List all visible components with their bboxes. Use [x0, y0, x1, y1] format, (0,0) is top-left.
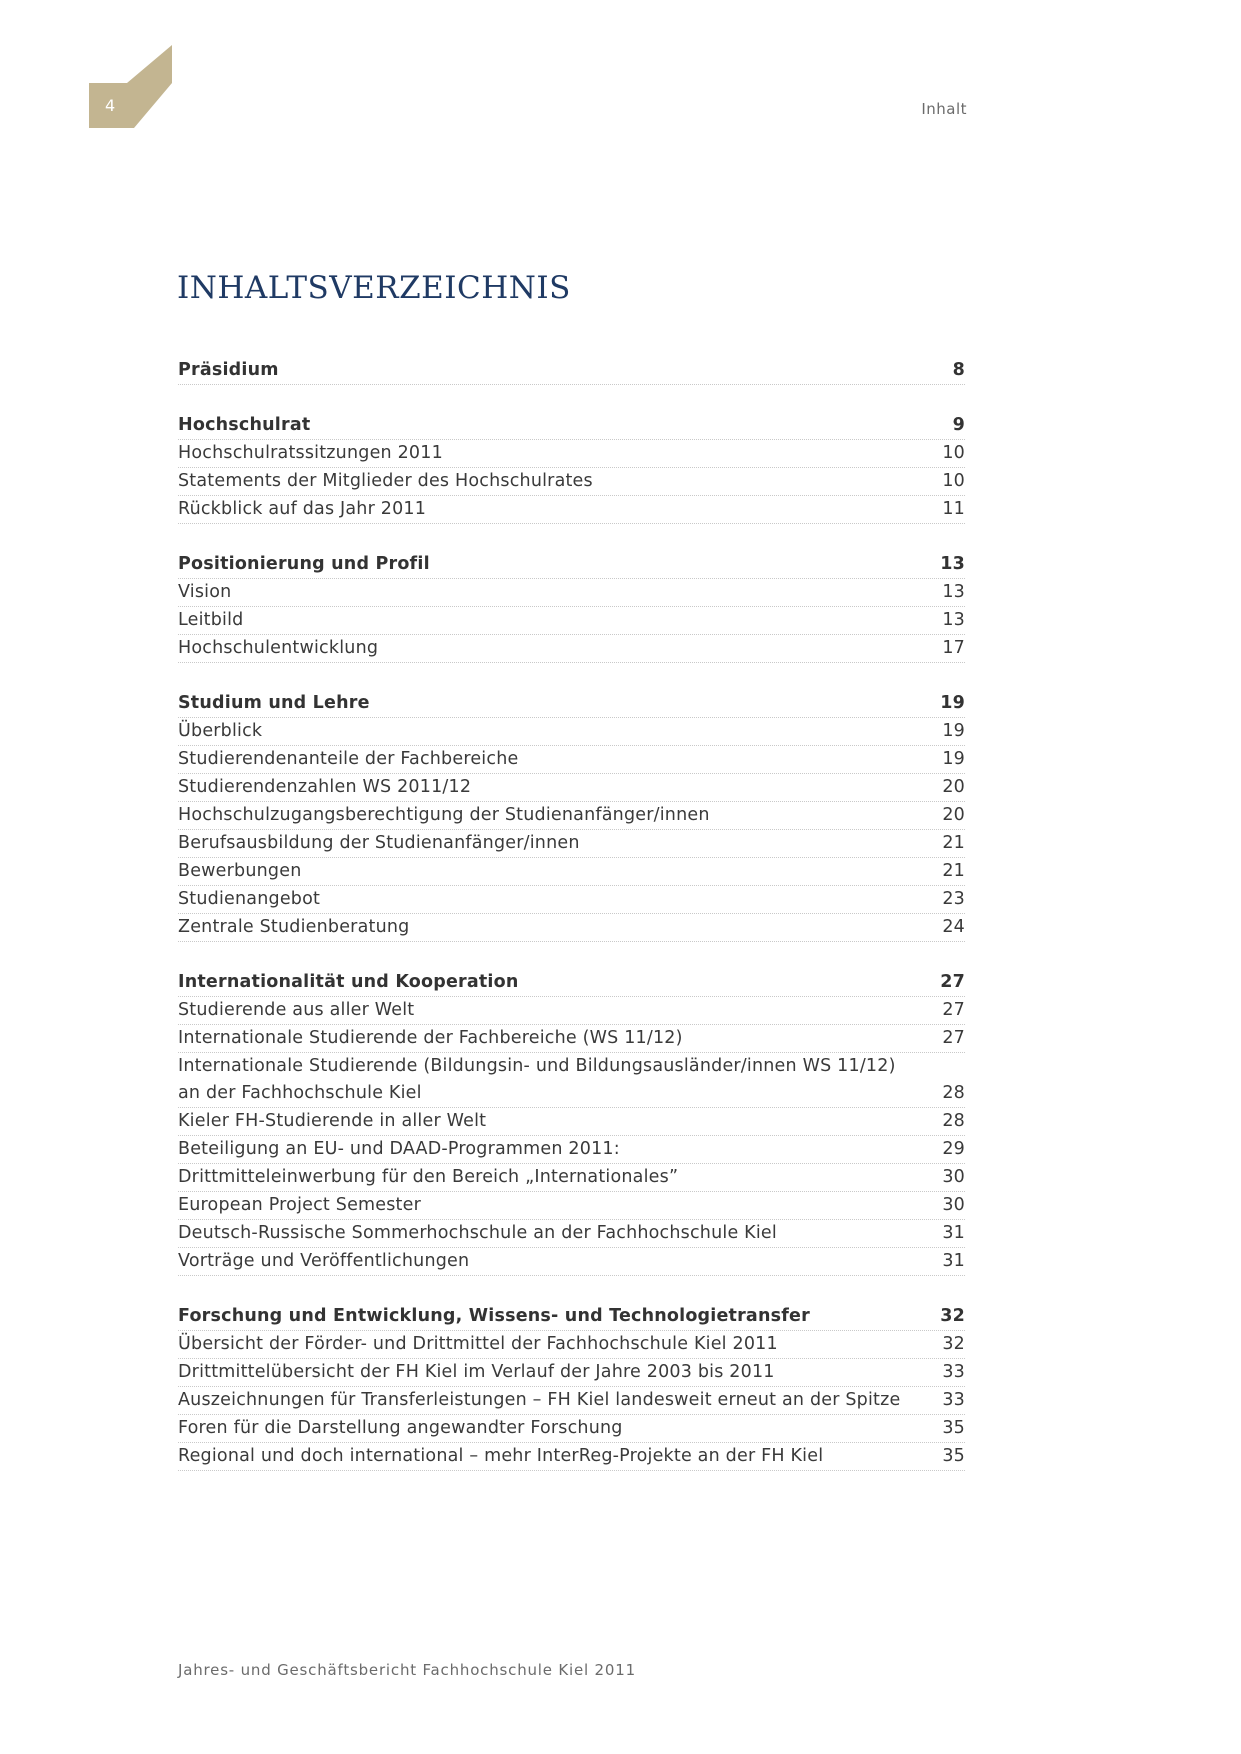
- page-number: 4: [105, 96, 116, 115]
- toc-entry[interactable]: [178, 886, 965, 914]
- toc-entry-label: Vorträge und Veröffentlichungen: [178, 1251, 470, 1271]
- toc-entry-page: 19: [942, 749, 965, 769]
- toc-entry-page: 35: [942, 1418, 965, 1438]
- toc-entry[interactable]: [178, 1443, 965, 1471]
- toc-heading[interactable]: [178, 690, 965, 718]
- toc-entry[interactable]: [178, 830, 965, 858]
- toc-section: [178, 412, 965, 524]
- toc-entry-label: Auszeichnungen für Transferleistungen – FH Kiel landesweit erneut an der Spitze: [178, 1390, 901, 1410]
- toc-heading[interactable]: [178, 1303, 965, 1331]
- toc-entry-label: Deutsch-Russische Sommerhochschule an der Fachhochschule Kiel: [178, 1223, 777, 1243]
- toc-entry[interactable]: [178, 468, 965, 496]
- toc-entry-label: Hochschulratssitzungen 2011: [178, 443, 443, 463]
- toc-entry-label: Drittmitteleinwerbung für den Bereich „Internationales”: [178, 1167, 679, 1187]
- toc-entry-page: 10: [942, 471, 965, 491]
- toc-entry[interactable]: [178, 1080, 965, 1108]
- toc-heading-page: 19: [940, 693, 965, 713]
- toc-heading[interactable]: [178, 969, 965, 997]
- toc-entry[interactable]: [178, 1415, 965, 1443]
- section-label: Inhalt: [921, 100, 967, 118]
- toc-entry[interactable]: [178, 914, 965, 942]
- toc-entry-label: Foren für die Darstellung angewandter Forschung: [178, 1418, 623, 1438]
- toc-entry-label: Vision: [178, 582, 232, 602]
- toc-entry[interactable]: [178, 802, 965, 830]
- toc-entry[interactable]: [178, 440, 965, 468]
- toc-section: [178, 551, 965, 663]
- page-number-tab: [89, 45, 172, 128]
- toc-entry-page: 27: [942, 1000, 965, 1020]
- toc-heading-label: Hochschulrat: [178, 415, 311, 435]
- toc-section: [178, 357, 965, 385]
- toc-entry-label: Überblick: [178, 721, 263, 741]
- toc-entry[interactable]: [178, 1192, 965, 1220]
- toc-entry[interactable]: [178, 858, 965, 886]
- toc-entry[interactable]: [178, 1359, 965, 1387]
- toc-entry[interactable]: [178, 1220, 965, 1248]
- toc-entry[interactable]: [178, 746, 965, 774]
- toc-entry-label: Studierende aus aller Welt: [178, 1000, 415, 1020]
- toc-entry-page: 19: [942, 721, 965, 741]
- toc-heading-label: Studium und Lehre: [178, 693, 370, 713]
- toc-entry-page: 10: [942, 443, 965, 463]
- toc-heading-page: 32: [940, 1306, 965, 1326]
- toc-entry[interactable]: [178, 579, 965, 607]
- toc-entry-page: 30: [942, 1195, 965, 1215]
- toc-entry-label: Hochschulentwicklung: [178, 638, 379, 658]
- toc-heading-page: 8: [952, 360, 965, 380]
- toc-entry-label: Leitbild: [178, 610, 244, 630]
- toc-entry-label: Zentrale Studienberatung: [178, 917, 410, 937]
- toc-section: [178, 690, 965, 942]
- toc-entry-page: 17: [942, 638, 965, 658]
- toc-heading[interactable]: [178, 551, 965, 579]
- toc-entry-label: Bewerbungen: [178, 861, 302, 881]
- toc-entry-page: 11: [942, 499, 965, 519]
- toc-entry-page: 31: [942, 1223, 965, 1243]
- toc-entry-page: 32: [942, 1334, 965, 1354]
- toc-entry-page: 13: [942, 582, 965, 602]
- toc-heading-page: 27: [940, 972, 965, 992]
- toc-entry-label: Internationale Studierende (Bildungsin- und Bildungsausländer/innen WS 11/12): [178, 1056, 896, 1076]
- toc-heading-label: Präsidium: [178, 360, 279, 380]
- toc-entry[interactable]: [178, 1248, 965, 1276]
- toc-heading-label: Forschung und Entwicklung, Wissens- und Technologietransfer: [178, 1306, 810, 1326]
- toc-entry[interactable]: [178, 1136, 965, 1164]
- toc-entry-page: 13: [942, 610, 965, 630]
- page-title: INHALTSVERZEICHNIS: [177, 270, 571, 306]
- toc-entry[interactable]: [178, 607, 965, 635]
- toc-entry-page: 24: [942, 917, 965, 937]
- toc-heading-label: Internationalität und Kooperation: [178, 972, 519, 992]
- toc-section: [178, 969, 965, 1276]
- toc-heading-page: 13: [940, 554, 965, 574]
- toc-entry[interactable]: [178, 997, 965, 1025]
- toc-entry-label: Statements der Mitglieder des Hochschulrates: [178, 471, 593, 491]
- toc-entry[interactable]: [178, 1331, 965, 1359]
- toc-entry[interactable]: [178, 1025, 965, 1053]
- toc-entry-label: Rückblick auf das Jahr 2011: [178, 499, 427, 519]
- toc-entry-label: Studierendenzahlen WS 2011/12: [178, 777, 472, 797]
- toc-entry-page: 20: [942, 777, 965, 797]
- toc-entry-page: 28: [942, 1083, 965, 1103]
- toc-entry-label: Hochschulzugangsberechtigung der Studienanfänger/innen: [178, 805, 710, 825]
- toc-entry-label: Internationale Studierende der Fachbereiche (WS 11/12): [178, 1028, 683, 1048]
- table-of-contents: [178, 357, 965, 1498]
- toc-heading[interactable]: [178, 357, 965, 385]
- toc-entry[interactable]: [178, 1108, 965, 1136]
- toc-section: [178, 1303, 965, 1471]
- toc-entry[interactable]: [178, 1053, 965, 1080]
- toc-entry-page: 33: [942, 1390, 965, 1410]
- toc-entry-page: 28: [942, 1111, 965, 1131]
- footer-text: Jahres- und Geschäftsbericht Fachhochschule Kiel 2011: [178, 1661, 636, 1679]
- toc-entry-page: 23: [942, 889, 965, 909]
- toc-entry-label: Berufsausbildung der Studienanfänger/innen: [178, 833, 580, 853]
- toc-entry-page: 20: [942, 805, 965, 825]
- toc-entry-label: an der Fachhochschule Kiel: [178, 1083, 422, 1103]
- toc-entry-page: 35: [942, 1446, 965, 1466]
- toc-entry-page: 33: [942, 1362, 965, 1382]
- toc-entry-label: Drittmittelübersicht der FH Kiel im Verlauf der Jahre 2003 bis 2011: [178, 1362, 775, 1382]
- toc-entry-page: 21: [942, 833, 965, 853]
- toc-heading[interactable]: [178, 412, 965, 440]
- toc-entry-label: Studienangebot: [178, 889, 321, 909]
- toc-entry-page: 31: [942, 1251, 965, 1271]
- toc-entry-label: Studierendenanteile der Fachbereiche: [178, 749, 519, 769]
- toc-entry-label: Kieler FH-Studierende in aller Welt: [178, 1111, 487, 1131]
- toc-entry-page: 29: [942, 1139, 965, 1159]
- toc-entry[interactable]: [178, 1164, 965, 1192]
- toc-entry-label: Übersicht der Förder- und Drittmittel der Fachhochschule Kiel 2011: [178, 1334, 778, 1354]
- toc-entry[interactable]: [178, 635, 965, 663]
- toc-entry-label: European Project Semester: [178, 1195, 421, 1215]
- toc-heading-label: Positionierung und Profil: [178, 554, 430, 574]
- toc-entry[interactable]: [178, 774, 965, 802]
- toc-entry-label: Regional und doch international – mehr InterReg-Projekte an der FH Kiel: [178, 1446, 824, 1466]
- toc-entry[interactable]: [178, 718, 965, 746]
- toc-heading-page: 9: [952, 415, 965, 435]
- toc-entry-page: 27: [942, 1028, 965, 1048]
- toc-entry-page: 30: [942, 1167, 965, 1187]
- toc-entry-label: Beteiligung an EU- und DAAD-Programmen 2011:: [178, 1139, 620, 1159]
- toc-entry-page: 21: [942, 861, 965, 881]
- toc-entry[interactable]: [178, 496, 965, 524]
- toc-entry[interactable]: [178, 1387, 965, 1415]
